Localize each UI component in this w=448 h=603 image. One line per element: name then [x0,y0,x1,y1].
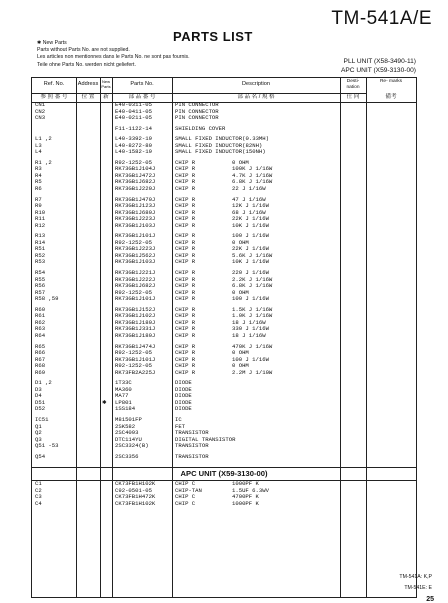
parts-no-cell: E40-0311-05 [115,101,152,108]
specification-cell: 2.2M J 1/10W [232,368,273,376]
specification-cell: 0 OHM [232,362,249,370]
parts-no-cell: RK73GB1J682J [115,178,156,186]
parts-no-cell: 2SC3356 [115,452,139,460]
ref-no-cell: C4 [35,499,42,507]
description-cell: CHIP C [175,480,196,488]
description-cell: DIGITAL TRANSISTOR [175,435,236,443]
ref-no-cell: Q2 [35,429,42,437]
description-cell: DIODE [175,379,192,387]
parts-no-cell: R92-1252-05 [115,158,152,166]
parts-table [31,77,417,598]
description-cell: CHIP R [175,342,196,350]
specification-cell: 6.8K J 1/16W [232,178,273,186]
table-header [32,78,416,103]
description-cell: CHIP R [175,305,196,313]
parts-no-cell: M81501FP [115,415,142,423]
header-parts-no: Parts No. [130,81,154,87]
description-cell: DIODE [175,405,192,413]
description-cell: PIN CONNECTOR [175,114,219,122]
parts-no-cell: 2SC3324(B) [115,442,149,450]
ref-no-cell: R5 [35,178,42,186]
ref-no-cell: R9 [35,202,42,210]
ref-no-cell: R57 [35,288,46,296]
parts-no-cell: LP801 [115,398,132,406]
parts-no-cell: RK73GB1J103J [115,258,156,266]
table-row [32,296,416,303]
parts-no-cell: RK73GB1J680J [115,208,156,216]
description-cell: SHIELDING COVER [175,124,226,132]
table-row [32,126,416,133]
description-cell: CHIP R [175,221,196,229]
parts-no-cell: 2SK582 [115,422,136,430]
header-ref: Ref. No. [43,81,65,87]
description-cell: CHIP R [175,202,196,210]
header-description: Description [242,81,270,87]
parts-no-cell: DTC114YU [115,435,142,443]
description-cell: CHIP R [175,245,196,253]
table-row [32,223,416,230]
specification-cell: 5.6K J 1/16W [232,251,273,259]
description-cell: CHIP R [175,318,196,326]
description-cell: CHIP R [175,238,196,246]
parts-no-cell: MA360 [115,385,132,393]
note-line: Les articles non mentionnes dans le Parts No. ne sont pas fournis. [37,54,190,61]
ref-no-cell: R66 [35,349,46,357]
specification-cell: 68 J 1/16W [232,208,266,216]
description-cell: TRANSISTOR [175,442,209,450]
parts-no-cell: RK73GB1J101J [115,232,156,240]
specification-cell: 22K J 1/16W [232,215,269,223]
parts-no-cell: RK73GB1J221J [115,269,156,277]
notes [37,40,190,69]
ref-no-cell: R56 [35,282,46,290]
header-address: Address [77,81,99,87]
header-parts-no-jp: 部 品 番 号 [128,94,156,100]
ref-no-cell: R60 [35,305,46,313]
parts-no-cell: RK73GB1J223J [115,245,156,253]
ref-no-cell: R65 [35,342,46,350]
specification-cell: 4.7K J 1/16W [232,171,273,179]
parts-no-cell: RK73GB1J104J [115,165,156,173]
ref-no-cell: R67 [35,355,46,363]
parts-no-cell: CK73FB1H102K [115,499,156,507]
ref-no-cell: R52 [35,251,46,259]
header-destination: Desti- nation [346,79,360,90]
ref-no-cell: R12 [35,221,46,229]
description-cell: CHIP R [175,275,196,283]
table-row [32,406,416,413]
ref-no-cell: D1 ,2 [35,379,52,387]
parts-no-cell: RK73GB1J101J [115,355,156,363]
parts-no-cell: L40-3392-19 [115,135,152,143]
specification-cell: 2.2K J 1/16W [232,275,273,283]
specification-cell: 0 OHM [232,238,249,246]
page-title: PARTS LIST [173,29,253,44]
ref-no-cell: D3 [35,385,42,393]
description-cell: CHIP R [175,251,196,259]
specification-cell: 47 J 1/16W [232,195,266,203]
parts-no-cell: RK73GB1J472J [115,171,156,179]
specification-cell: 220 J 1/16W [232,269,269,277]
description-cell: CHIP R [175,331,196,339]
parts-no-cell: R92-1252-05 [115,288,152,296]
ref-no-cell: R54 [35,269,46,277]
specification-cell: 0 OHM [232,288,249,296]
parts-no-cell: R92-1252-05 [115,238,152,246]
ref-no-cell: Q3 [35,435,42,443]
ref-no-cell: R13 [35,232,46,240]
ref-no-cell: R64 [35,331,46,339]
description-cell: CHIP R [175,165,196,173]
ref-no-cell: R62 [35,318,46,326]
apc-unit-heading: APC UNIT (X59-3130-00) [32,467,416,481]
header-ref-jp: 参 照 番 号 [40,94,68,100]
ref-no-cell: R55 [35,275,46,283]
ref-no-cell: R6 [35,185,42,193]
ref-no-cell: D52 [35,405,46,413]
specification-cell: 6.8K J 1/16W [232,282,273,290]
ref-no-cell: L3 [35,141,42,149]
parts-no-cell: RK73GB1J220J [115,185,156,193]
ref-no-cell: R11 [35,215,46,223]
specification-cell: 18 J 1/16W [232,318,266,326]
description-cell: CHIP R [175,158,196,166]
description-cell: CHIP R [175,288,196,296]
description-cell: DIODE [175,385,192,393]
parts-no-cell: CK73FB1H102K [115,480,156,488]
note-line: Parts without Parts No. are not supplied. [37,47,130,54]
footer-model-e: TM-541E: E [404,585,432,591]
specification-cell: 0 OHM [232,158,249,166]
description-cell: PIN CONNECTOR [175,101,219,108]
specification-cell: 4700PF K [232,493,259,501]
specification-cell: 22 J 1/16W [232,185,266,193]
description-cell: CHIP R [175,282,196,290]
description-cell: SMALL FIXED INDUCTOR(82NH) [175,141,263,149]
parts-no-cell: R92-1252-05 [115,349,152,357]
ref-no-cell: R63 [35,325,46,333]
ref-no-cell: R7 [35,195,42,203]
specification-cell: 100K J 1/16W [232,165,273,173]
table-row [32,333,416,340]
parts-no-cell: RK73GB1J102J [115,312,156,320]
parts-no-cell: RK73GB1J470J [115,195,156,203]
parts-no-cell: 1SS184 [115,405,136,413]
table-row [32,501,416,508]
parts-no-cell: F11-1122-14 [115,124,152,132]
description-cell: CHIP R [175,195,196,203]
table-row [32,443,416,450]
table-row [32,149,416,156]
ref-no-cell: D4 [35,392,42,400]
parts-no-cell: 2SC4093 [115,429,139,437]
description-cell: CHIP R [175,185,196,193]
ref-no-cell: C1 [35,480,42,488]
description-cell: CHIP R [175,258,196,266]
ref-no-cell: R58 ,59 [35,295,59,303]
ref-no-cell: R68 [35,362,46,370]
ref-no-cell: CN2 [35,107,46,115]
header-address-jp: 位 置 [81,94,95,100]
header-new-jp: 新 [103,94,109,100]
description-cell: CHIP R [175,171,196,179]
table-row [32,259,416,266]
parts-no-cell: R92-1252-05 [115,362,152,370]
ref-no-cell: R4 [35,171,42,179]
table-row [32,115,416,122]
page-number: 25 [426,596,434,603]
description-cell: FET [175,422,186,430]
specification-cell: 10K J 1/16W [232,258,269,266]
specification-cell: 100 J 1/16W [232,355,269,363]
ref-no-cell: R51 [35,245,46,253]
header-remarks-jp: 備考 [385,94,397,100]
header-description-jp: 部 品 名 / 規 格 [237,94,275,100]
parts-no-cell: RK73GB1J222J [115,275,156,283]
description-cell: SMALL FIXED INDUCTOR(0.33MH) [175,135,269,143]
footer-model-k: TM-541A: K,P [399,574,432,580]
note-line: Teile ohne Parts No. werden nicht geliefert. [37,61,136,68]
description-cell: SMALL FIXED INDUCTOR(150NH) [175,148,266,156]
ref-no-cell: C3 [35,493,42,501]
description-cell: CHIP R [175,368,196,376]
ref-no-cell: L4 [35,148,42,156]
specification-cell: 22K J 1/16W [232,245,269,253]
table-body [32,102,416,511]
model-title: TM-541A/E [331,8,432,29]
description-cell: CHIP R [175,312,196,320]
parts-no-cell: RK73GB1J562J [115,251,156,259]
specification-cell: 1.0K J 1/16W [232,312,273,320]
parts-no-cell: RK73GB1J223J [115,215,156,223]
parts-no-cell: RK73FB2A225J [115,368,156,376]
specification-cell: 18 J 1/16W [232,331,266,339]
header-new: New Parts [101,79,111,89]
ref-no-cell: D51 [35,398,46,406]
parts-no-cell: RK73GB1J331J [115,325,156,333]
parts-no-cell: RK73GB1J123J [115,202,156,210]
description-cell: TRANSISTOR [175,452,209,460]
parts-no-cell: RK73GB1J101J [115,295,156,303]
parts-no-cell: RK73GB1J103J [115,221,156,229]
description-cell: CHIP R [175,355,196,363]
specification-cell: 1000PF K [232,480,259,488]
description-cell: CHIP-TAN [175,486,202,494]
header-remarks: Re- marks [379,79,403,84]
description-cell: CHIP C [175,499,196,507]
ref-no-cell: R10 [35,208,46,216]
description-cell: DIODE [175,398,192,406]
description-cell: CHIP R [175,215,196,223]
description-cell: CHIP R [175,349,196,357]
specification-cell: 1.5K J 1/16W [232,305,273,313]
parts-no-cell: E40-0211-05 [115,114,152,122]
description-cell: CHIP R [175,269,196,277]
parts-no-cell: RK73GB1J474J [115,342,156,350]
parts-no-cell: L40-1582-19 [115,148,152,156]
ref-no-cell: C2 [35,486,42,494]
specification-cell: 1000PF K [232,499,259,507]
description-cell: PIN CONNECTOR [175,107,219,115]
description-cell: CHIP R [175,325,196,333]
parts-no-cell: CK73FB1H472K [115,493,156,501]
description-cell: CHIP R [175,295,196,303]
parts-no-cell: 1T33C [115,379,132,387]
ref-no-cell: IC51 [35,415,49,423]
unit-label-pll: PLL UNIT (X58-3490-11) [343,58,416,65]
table-row [32,454,416,461]
ref-no-cell: Q1 [35,422,42,430]
description-cell: TRANSISTOR [175,429,209,437]
ref-no-cell: R53 [35,258,46,266]
parts-no-cell: L40-8272-80 [115,141,152,149]
row-group-gap [32,507,416,511]
description-cell: CHIP R [175,232,196,240]
parts-no-cell: MA77 [115,392,129,400]
parts-no-cell: C92-0501-05 [115,486,152,494]
specification-cell: 1.5UF 6.3WV [232,486,269,494]
parts-no-cell: RK73GB1J152J [115,305,156,313]
ref-no-cell: Q54 [35,452,46,460]
header-destination-jp: 仕 向 [346,94,360,100]
ref-no-cell: R1 ,2 [35,158,52,166]
parts-no-cell: RK73GB1J180J [115,318,156,326]
ref-no-cell: L1 ,2 [35,135,52,143]
description-cell: CHIP R [175,178,196,186]
description-cell: CHIP R [175,362,196,370]
ref-no-cell: R61 [35,312,46,320]
row-group-gap [32,460,416,464]
parts-no-cell: RK73GB1J180J [115,331,156,339]
specification-cell: 10K J 1/16W [232,221,269,229]
note-line: ✱ New Parts [37,40,67,46]
ref-no-cell: Q51 -53 [35,442,59,450]
description-cell: IC [175,415,182,423]
ref-no-cell: R3 [35,165,42,173]
specification-cell: 470K J 1/16W [232,342,273,350]
specification-cell: 0 OHM [232,349,249,357]
table-row [32,186,416,193]
ref-no-cell: CN3 [35,114,46,122]
parts-no-cell: RK73GB1J682J [115,282,156,290]
specification-cell: 330 J 1/16W [232,325,269,333]
parts-no-cell: E40-0411-05 [115,107,152,115]
new-mark-cell: ✱ [102,398,107,406]
ref-no-cell: CN1 [35,101,46,108]
table-row [32,370,416,377]
description-cell: CHIP C [175,493,196,501]
description-cell: CHIP R [175,208,196,216]
unit-label-apc: APC UNIT (X59-3130-00) [340,67,416,74]
ref-no-cell: R14 [35,238,46,246]
specification-cell: 12K J 1/16W [232,202,269,210]
specification-cell: 100 J 1/16W [232,232,269,240]
specification-cell: 100 J 1/16W [232,295,269,303]
description-cell: DIODE [175,392,192,400]
ref-no-cell: R69 [35,368,46,376]
